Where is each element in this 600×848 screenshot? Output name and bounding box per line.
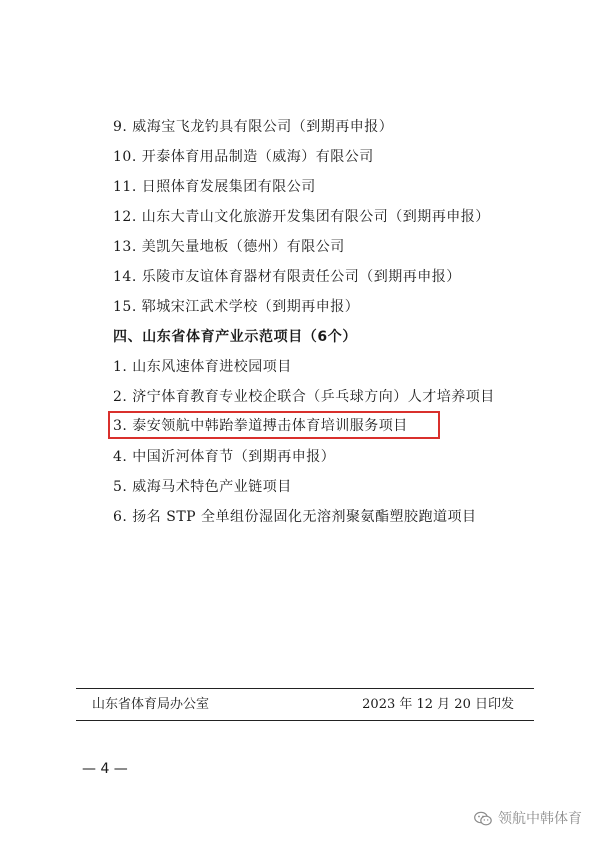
list-item: 4. 中国沂河体育节（到期再申报） [113,449,336,465]
highlighted-list-item: 3. 泰安领航中韩跆拳道搏击体育培训服务项目 [113,418,408,434]
list-item: 1. 山东风速体育进校园项目 [113,359,292,375]
wechat-icon [474,811,492,827]
issuer-name: 山东省体育局办公室 [92,697,210,712]
list-item: 10. 开泰体育用品制造（威海）有限公司 [113,149,374,165]
list-item: 12. 山东大青山文化旅游开发集团有限公司（到期再申报） [113,209,490,225]
issue-date: 2023 年 12 月 20 日印发 [362,697,514,712]
watermark [474,810,582,828]
list-item: 6. 扬名 STP 全单组份湿固化无溶剂聚氨酯塑胶跑道项目 [113,509,477,525]
list-item: 2. 济宁体育教育专业校企联合（乒乓球方向）人才培养项目 [113,389,495,405]
list-item: 11. 日照体育发展集团有限公司 [113,179,316,195]
list-item: 13. 美凯矢量地板（德州）有限公司 [113,239,345,255]
watermark-text: 领航中韩体育 [498,811,582,827]
list-item: 9. 威海宝飞龙钓具有限公司（到期再申报） [113,119,394,135]
list-item: 15. 郓城宋江武术学校（到期再申报） [113,299,360,315]
footer-top-rule [76,688,534,689]
footer-bottom-rule [76,720,534,721]
list-item: 5. 威海马术特色产业链项目 [113,479,292,495]
page-number: — 4 — [82,761,128,777]
section-heading: 四、山东省体育产业示范项目（6个） [113,329,357,345]
list-item: 14. 乐陵市友谊体育器材有限责任公司（到期再申报） [113,269,461,285]
